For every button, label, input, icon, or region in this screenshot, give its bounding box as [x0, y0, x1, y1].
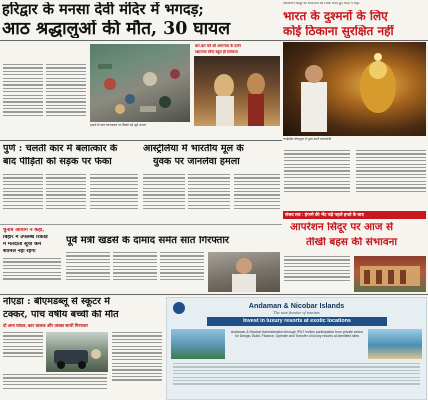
noida-shapes [46, 332, 108, 372]
khadse-story-body-col3 [160, 252, 204, 292]
australia-story-body [143, 174, 185, 222]
parliament-bar: संसद सत्र : हंगामे की भेंट चढ़े पहले हफ्ते के बाद [283, 211, 426, 219]
ad-body: Andaman & Nicobar Administration through IP&T invites participation from private sector for Design, Build, Finance, Operate and Transfer of luxury resorts at identified sites [230, 330, 364, 339]
top-story-body [3, 64, 43, 134]
pune-story-body-col3 [90, 174, 138, 222]
top-right-kicker: आपरेशन सिंदूर की सफलता का जिक्र करते हुए मोदी ने कहा [283, 2, 360, 5]
divider [0, 294, 428, 295]
right-lower-body [284, 256, 350, 292]
temple-photo-caption: गंगईकोंड चोलपुरम में पूजा करते प्रधानमंत्री [283, 137, 331, 141]
overlay-kicker-1: बार-बार करें श्री अमरनाथ के दर्शन [195, 44, 241, 48]
divider [0, 224, 282, 225]
andaman-ad[interactable] [166, 297, 427, 400]
temple-idol-photo [283, 42, 426, 136]
noida-subhead: दो अन्य घायल, कार चालक और उसका साथी गिरफ्तार [3, 323, 88, 328]
left-col-body [3, 258, 61, 292]
noida-story-body-col2 [112, 332, 162, 398]
ad-banner: Invest in luxury resorts at exotic locations [207, 317, 387, 326]
top-story-body-col2 [46, 64, 86, 134]
khadse-story-body [66, 252, 110, 292]
parliament-headline-line2: तीखी बहस की संभावना [306, 237, 398, 248]
pune-headline-line1: पुणे : चलती कार में बलात्कार के [3, 144, 118, 154]
top-right-headline-line2: कोई ठिकाना सुरक्षित नहीं [283, 25, 394, 38]
overlay-kicker-2: रक्षात्मक रवैया बहुत ही सर्तकता [195, 50, 238, 54]
noida-headline-line2: टक्कर, पांच वर्षीय बच्ची की मौत [3, 310, 119, 320]
pune-story-body-col2 [46, 174, 86, 222]
rubble-shapes [90, 44, 190, 122]
divider [0, 40, 428, 41]
sidebar-note-line4: शामिल नहीं रहेगा [3, 249, 36, 254]
divider [0, 140, 282, 141]
noida-story-body-col3 [3, 374, 107, 398]
khadse-photo [208, 252, 280, 292]
idol-shapes [283, 42, 426, 136]
noida-photo [46, 332, 108, 372]
sidebar-note-line2: बिहार में उपलब्ध रिकार्ड [3, 235, 48, 240]
right-story-body [284, 150, 350, 206]
parliament-photo [354, 256, 426, 292]
sidebar-note-line3: में मतदाता सूची कम [3, 242, 42, 247]
top-headline-line2: आठ श्रद्धालुओं की मौत, 30 घायल [2, 20, 231, 39]
top-right-headline-line1: भारत के दुश्मनों के लिए [283, 10, 388, 23]
australia-story-body-col3 [234, 174, 280, 222]
noida-headline-line1: नोएडा : बीएमडब्लू से स्कूटर में [3, 297, 111, 307]
australia-story-body-col2 [188, 174, 230, 222]
stampede-photo-caption: हादसे के बाद घटनास्थल पर बिखरे पड़े जूते-चप्पल [90, 123, 147, 127]
ad-fineprint [173, 363, 420, 393]
temple-crowd-photo [194, 56, 280, 126]
australia-headline-line1: आस्ट्रेलिया में भारतीय मूल के [143, 144, 244, 154]
sidebar-note-line1: चुनाव आयोग ने कहा, [3, 228, 45, 233]
khadse-headline: पूर्व मंत्री खडसे के दामाद समेत सात गिरफ्तार [66, 236, 230, 246]
khadse-shapes [208, 252, 280, 292]
top-headline-line1: हरिद्वार के मनसा देवी मंदिर में भगदड़; [2, 2, 204, 18]
pune-story-body [3, 174, 43, 222]
ad-title: Andaman & Nicobar Islands [248, 301, 345, 310]
parliament-shapes [354, 256, 426, 292]
pune-headline-line2: बाद पीड़िता को सड़क पर फेंका [3, 157, 112, 167]
temple-shapes [194, 56, 280, 126]
australia-headline-line2: युवक पर जानलेवा हमला [153, 157, 240, 167]
ad-resort-photo [171, 329, 225, 359]
stampede-photo [90, 44, 190, 122]
right-story-body-col2 [356, 150, 426, 206]
ad-beach-photo [368, 329, 422, 359]
ad-tagline: The next frontier of tourism [273, 310, 320, 315]
khadse-story-body-col2 [113, 252, 157, 292]
parliament-headline-line1: आपरेशन सिंदूर पर आज से [290, 222, 394, 233]
noida-story-body [3, 332, 43, 368]
